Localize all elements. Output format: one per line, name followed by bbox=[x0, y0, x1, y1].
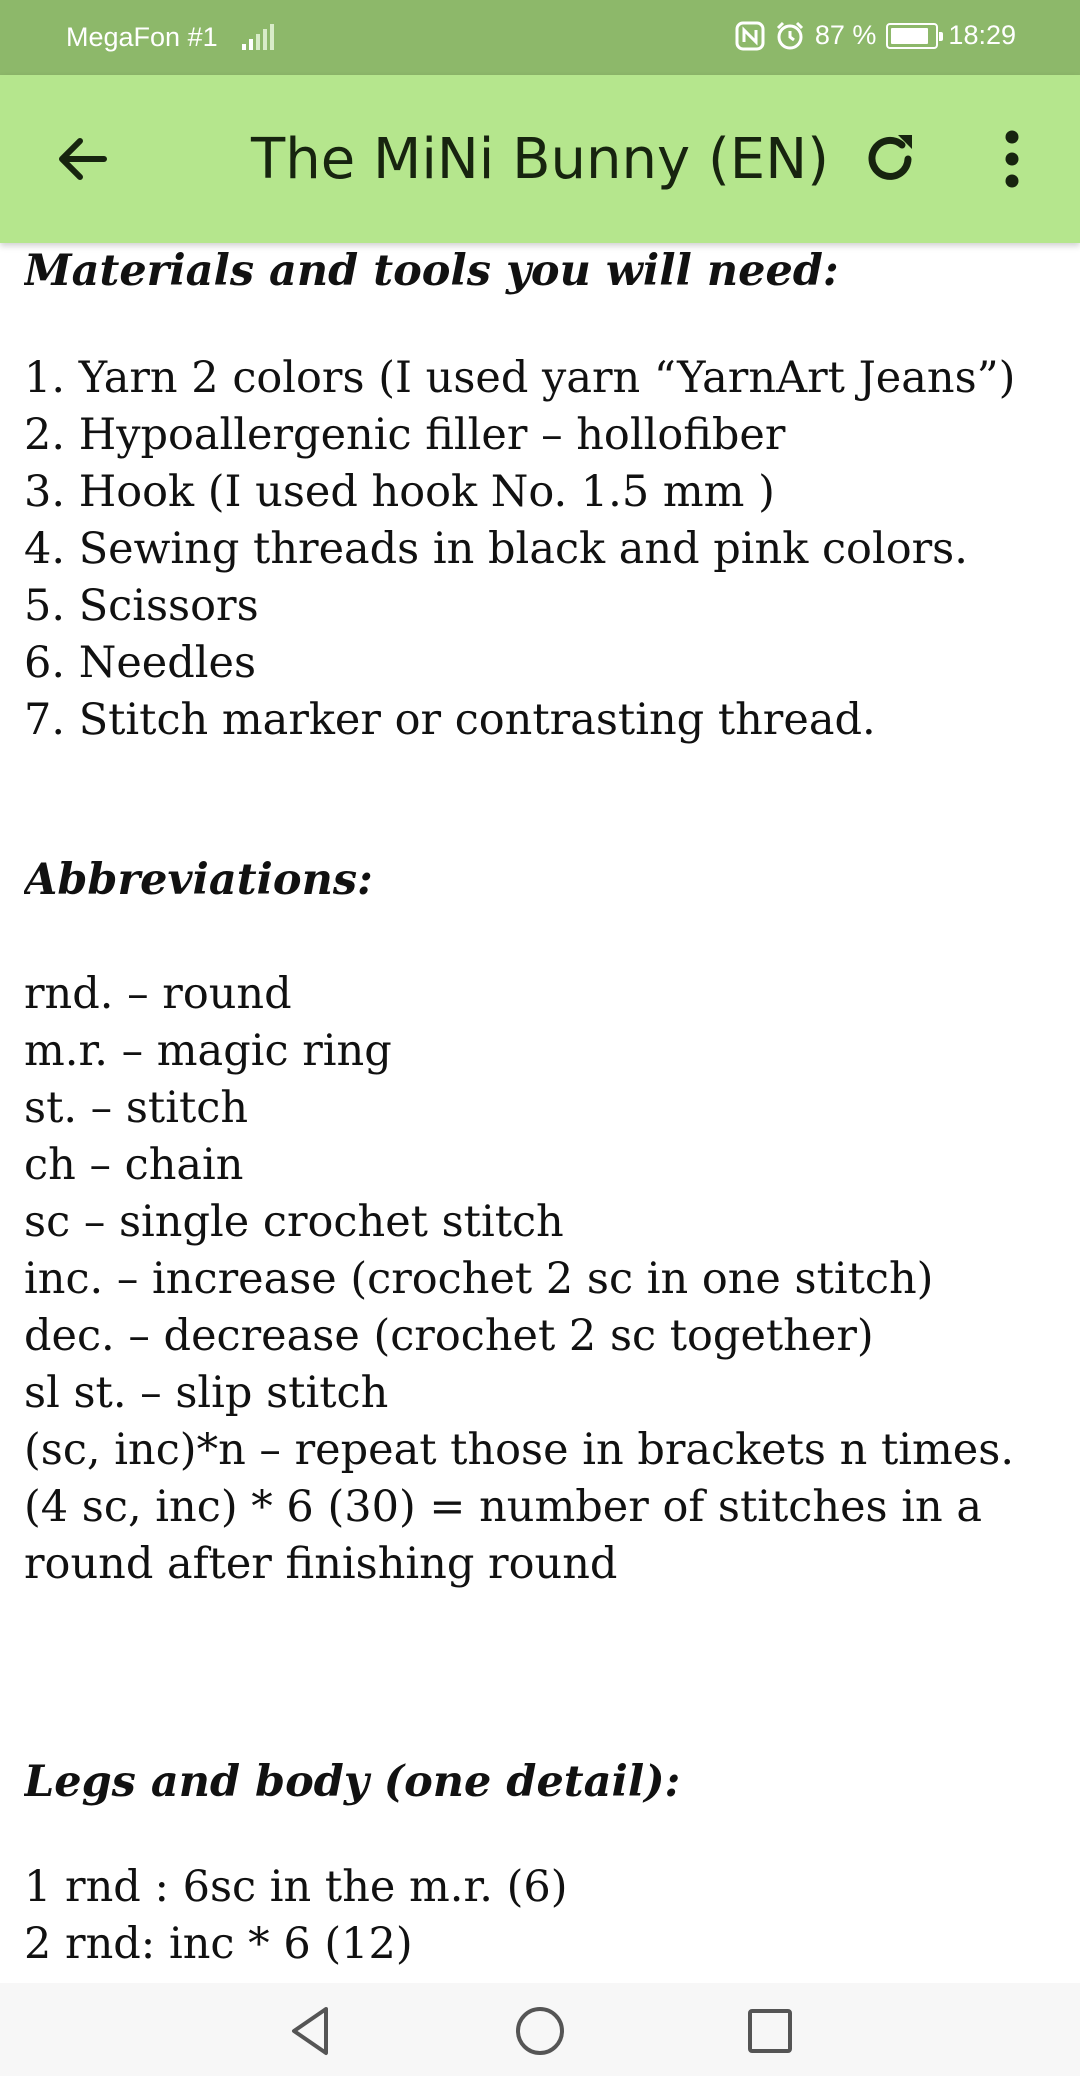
list-item: 2. Hypoallergenic filler – hollofiber bbox=[24, 410, 786, 460]
list-item: m.r. – magic ring bbox=[24, 1026, 392, 1076]
nav-recents-square-icon[interactable] bbox=[744, 2003, 796, 2059]
list-item: round after finishing round bbox=[24, 1539, 618, 1589]
list-item: 5. Scissors bbox=[24, 581, 259, 631]
list-item: dec. – decrease (crochet 2 sc together) bbox=[24, 1311, 874, 1361]
nav-back-triangle-icon[interactable] bbox=[284, 2003, 336, 2059]
legs-heading: Legs and body (one detail): bbox=[24, 1757, 681, 1807]
list-item: 3. Hook (I used hook No. 1.5 mm ) bbox=[24, 467, 775, 517]
list-item: st. – stitch bbox=[24, 1083, 249, 1133]
list-item: rnd. – round bbox=[24, 969, 292, 1019]
navigation-bar bbox=[0, 1983, 1080, 2076]
list-item: inc. – increase (crochet 2 sc in one stitch) bbox=[24, 1254, 934, 1304]
alarm-icon bbox=[775, 21, 805, 51]
list-item: ch – chain bbox=[24, 1140, 244, 1190]
article-content[interactable] bbox=[24, 243, 1064, 1983]
nfc-icon bbox=[735, 21, 765, 51]
list-item: 4. Sewing threads in black and pink colors. bbox=[24, 524, 968, 574]
app-bar bbox=[0, 75, 1080, 243]
materials-heading: Materials and tools you will need: bbox=[24, 246, 839, 296]
abbreviations-heading: Abbreviations: bbox=[24, 855, 373, 905]
list-item: sl st. – slip stitch bbox=[24, 1368, 389, 1418]
carrier-name: MegaFon #1 bbox=[66, 22, 218, 52]
list-item: (sc, inc)*n – repeat those in brackets n times. bbox=[24, 1425, 1014, 1475]
list-item: 6. Needles bbox=[24, 638, 257, 688]
refresh-icon[interactable] bbox=[858, 127, 922, 191]
list-item: 7. Stitch marker or contrasting thread. bbox=[24, 695, 876, 745]
nav-home-circle-icon[interactable] bbox=[512, 2003, 568, 2059]
list-item: 1. Yarn 2 colors (I used yarn “YarnArt Jeans”) bbox=[24, 353, 1016, 403]
battery-icon bbox=[886, 23, 938, 49]
signal-icon bbox=[240, 24, 276, 52]
back-arrow-icon[interactable] bbox=[52, 129, 112, 189]
list-item: 1 rnd : 6sc in the m.r. (6) bbox=[24, 1862, 568, 1912]
page-title: The MiNi Bunny (EN) bbox=[251, 126, 829, 192]
list-item: (4 sc, inc) * 6 (30) = number of stitches in a bbox=[24, 1482, 983, 1532]
list-item: 2 rnd: inc * 6 (12) bbox=[24, 1919, 413, 1969]
list-item: sc – single crochet stitch bbox=[24, 1197, 564, 1247]
battery-percent: 87 % bbox=[814, 20, 877, 50]
status-bar bbox=[0, 0, 1080, 75]
status-icons bbox=[735, 20, 1016, 51]
clock: 18:29 bbox=[948, 20, 1016, 50]
more-vertical-icon[interactable] bbox=[990, 125, 1034, 193]
